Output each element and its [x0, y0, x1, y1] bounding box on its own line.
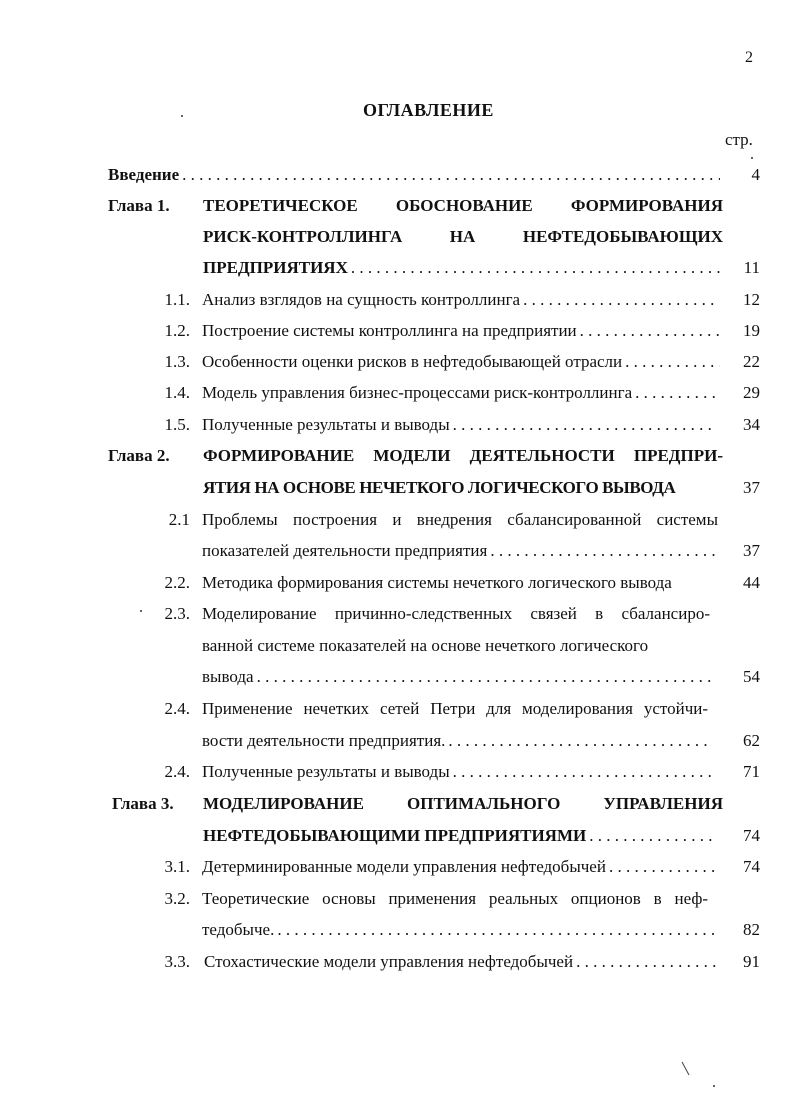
section-1-3-number: 1.3.	[164, 352, 190, 371]
scan-speck	[751, 157, 753, 159]
section-2-4a-title-line-1[interactable]: Применение нечетких сетей Петри для моделирования устойчи-	[202, 699, 708, 718]
scan-mark	[680, 1060, 692, 1078]
section-2-3-title-line-2[interactable]: ванной системе показателей на основе нечеткого логического	[202, 636, 649, 655]
intro-label: Введение	[108, 165, 180, 184]
scan-speck	[713, 1085, 715, 1087]
section-2-1-text: показателей деятельности предприятия	[202, 541, 488, 560]
section-3-3-text: Стохастические модели управления нефтедобычей	[204, 952, 574, 971]
section-3-1-number: 3.1.	[164, 857, 190, 876]
section-2-4b-text: Полученные результаты и выводы	[202, 762, 450, 781]
page-title: ОГЛАВЛЕНИЕ	[363, 100, 494, 120]
section-2-3-number: 2.3.	[164, 604, 190, 623]
chapter-1-page: 11	[743, 258, 760, 277]
section-1-3-title[interactable]	[202, 352, 720, 372]
section-3-2-title-line-2[interactable]	[202, 920, 715, 940]
section-3-1-page: 74	[743, 857, 760, 876]
section-3-1-title[interactable]	[202, 857, 720, 877]
chapter-2-title-line-1[interactable]: ФОРМИРОВАНИЕ МОДЕЛИ ДЕЯТЕЛЬНОСТИ ПРЕДПРИ-	[203, 446, 723, 465]
section-1-4-title[interactable]	[202, 383, 720, 403]
section-2-4a-text: вости деятельности предприятия.	[202, 731, 446, 750]
section-1-5-text: Полученные результаты и выводы	[202, 415, 450, 434]
chapter-1-label: Глава 1.	[108, 196, 170, 215]
chapter-3-label: Глава 3.	[112, 794, 174, 813]
section-2-4a-page: 62	[743, 731, 760, 750]
section-1-1-title[interactable]	[202, 290, 715, 310]
section-3-3-number: 3.3.	[164, 952, 190, 971]
intro-page: 4	[751, 165, 760, 184]
chapter-1-title-line-3[interactable]	[203, 258, 720, 278]
section-1-5-number: 1.5.	[164, 415, 190, 434]
section-2-4a-number: 2.4.	[164, 699, 190, 718]
chapter-1-title-line-2[interactable]: РИСК-КОНТРОЛЛИНГА НА НЕФТЕДОБЫВАЮЩИХ	[203, 227, 723, 246]
section-1-5-title[interactable]	[202, 415, 715, 435]
section-2-1-title-line-1[interactable]: Проблемы построения и внедрения сбалансированной системы	[202, 510, 718, 529]
section-2-3-text: вывода	[202, 667, 254, 686]
chapter-3-title-line-2[interactable]	[203, 826, 715, 846]
section-2-4b-number: 2.4.	[164, 762, 190, 781]
toc-entry-intro[interactable]	[108, 165, 720, 185]
section-2-4b-page: 71	[743, 762, 760, 781]
section-1-2-title[interactable]	[202, 321, 720, 341]
section-3-3-title[interactable]	[204, 952, 720, 972]
section-1-3-page: 22	[743, 352, 760, 371]
chapter-3-title-line-1[interactable]: МОДЕЛИРОВАНИЕ ОПТИМАЛЬНОГО УПРАВЛЕНИЯ	[203, 794, 723, 813]
section-2-1-title-line-2[interactable]	[202, 541, 715, 561]
section-1-1-page: 12	[743, 290, 760, 309]
scan-speck	[181, 115, 183, 117]
section-3-3-page: 91	[743, 952, 760, 971]
section-2-4a-title-line-2[interactable]	[202, 731, 710, 751]
section-1-1-text: Анализ взглядов на сущность контроллинга	[202, 290, 521, 309]
section-1-3-text: Особенности оценки рисков в нефтедобывающей отрасли	[202, 352, 623, 371]
section-2-3-title-line-1[interactable]: Моделирование причинно-следственных связей в сбалансиро-	[202, 604, 710, 623]
section-3-2-page: 82	[743, 920, 760, 939]
chapter-2-page: 37	[743, 478, 760, 497]
section-2-2-page: 44	[743, 573, 760, 592]
chapter-2-title-line-2[interactable]: ЯТИЯ НА ОСНОВЕ НЕЧЕТКОГО ЛОГИЧЕСКОГО ВЫВОДА	[203, 478, 676, 497]
section-3-2-title-line-1[interactable]: Теоретические основы применения реальных опционов в неф-	[202, 889, 708, 908]
section-3-2-number: 3.2.	[164, 889, 190, 908]
section-2-2-title[interactable]: Методика формирования системы нечеткого логического вывода	[202, 573, 672, 592]
section-1-2-text: Построение системы контроллинга на предприятии	[202, 321, 577, 340]
section-2-1-number: 2.1	[168, 510, 190, 529]
section-1-4-number: 1.4.	[164, 383, 190, 402]
section-1-2-page: 19	[743, 321, 760, 340]
section-3-1-text: Детерминированные модели управления нефтедобычей	[202, 857, 606, 876]
section-3-2-text: тедобыче.	[202, 920, 275, 939]
chapter-1-title-line-1[interactable]: ТЕОРЕТИЧЕСКОЕ ОБОСНОВАНИЕ ФОРМИРОВАНИЯ	[203, 196, 723, 215]
section-1-4-page: 29	[743, 383, 760, 402]
section-2-4b-title[interactable]	[202, 762, 715, 782]
chapter-1-title-text: ПРЕДПРИЯТИЯХ	[203, 258, 348, 277]
scan-speck	[140, 610, 142, 612]
chapter-2-label: Глава 2.	[108, 446, 170, 465]
section-1-2-number: 1.2.	[164, 321, 190, 340]
section-1-4-text: Модель управления бизнес-процессами риск-контроллинга	[202, 383, 633, 402]
page-column-label: стр.	[725, 130, 753, 149]
section-2-3-title-line-3[interactable]	[202, 667, 715, 687]
section-2-1-page: 37	[743, 541, 760, 560]
chapter-3-page: 74	[743, 826, 760, 845]
section-1-5-page: 34	[743, 415, 760, 434]
section-2-3-page: 54	[743, 667, 760, 686]
section-2-2-number: 2.2.	[164, 573, 190, 592]
section-1-1-number: 1.1.	[164, 290, 190, 309]
page-number: 2	[745, 49, 753, 66]
chapter-3-title-text: НЕФТЕДОБЫВАЮЩИМИ ПРЕДПРИЯТИЯМИ	[203, 826, 587, 845]
